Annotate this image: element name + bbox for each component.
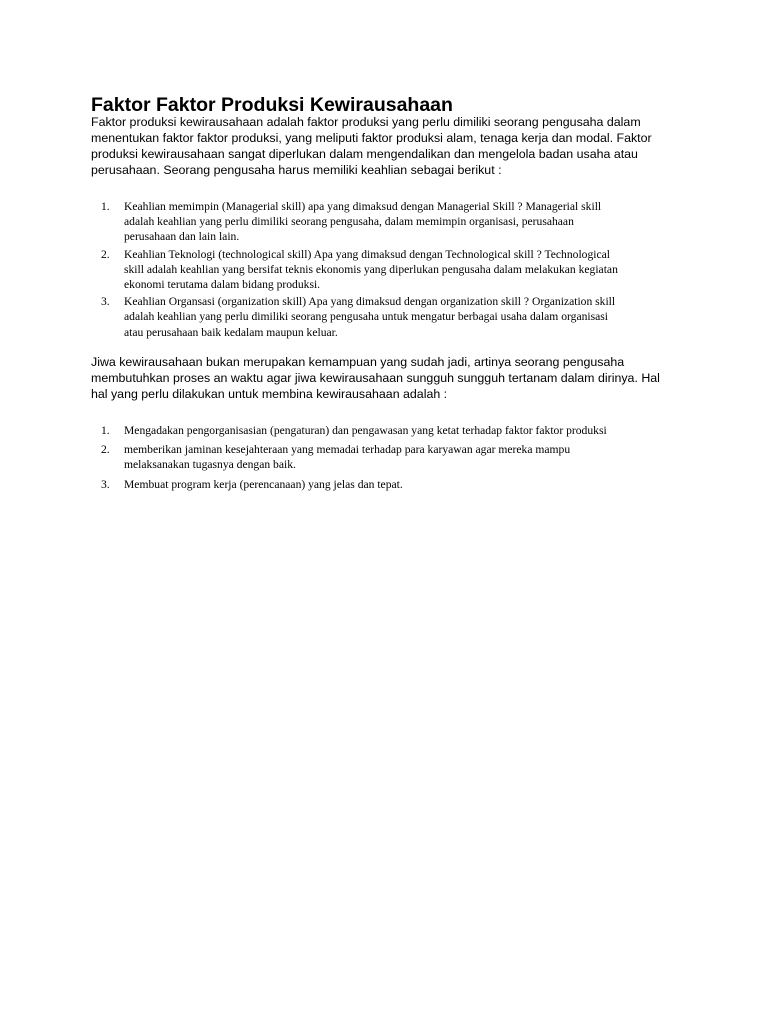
- list-item-number: 3.: [101, 477, 110, 491]
- list-item: [0, 294, 618, 340]
- list-item-text: adalah keahlian yang perlu dimiliki seorang pengusaha untuk mengatur berbagai usaha dalam organisasi: [124, 310, 608, 324]
- list-item-text: ekonomi terutama dalam bidang produksi.: [124, 278, 321, 292]
- list-item-text: Membuat program kerja (perencanaan) yang jelas dan tepat.: [124, 477, 403, 491]
- list-item-text: perusahaan dan lain lain.: [124, 230, 240, 244]
- intro-paragraph: [91, 114, 652, 178]
- list-item-number: 2.: [101, 247, 110, 261]
- list-item-number: 2.: [101, 443, 110, 457]
- middle-paragraph: [91, 354, 660, 402]
- skills-list: [0, 199, 618, 340]
- intro-line: menentukan faktor faktor produksi, yang meliputi faktor produksi alam, tenaga kerja dan modal. Faktor: [91, 131, 652, 145]
- list-item-text: Mengadakan pengorganisasian (pengaturan) dan pengawasan yang ketat terhadap faktor faktor produksi: [124, 424, 607, 437]
- list-item-number: 3.: [101, 295, 110, 309]
- list-item-text: adalah keahlian yang perlu dimiliki seorang pengusaha, dalam memimpin organisasi, perusahaan: [124, 215, 574, 229]
- list-item: [0, 199, 618, 245]
- list-item-text: memberikan jaminan kesejahteraan yang memadai terhadap para karyawan agar mereka mampu: [124, 443, 571, 457]
- list-item-text: Keahlian Organsasi (organization skill) Apa yang dimaksud dengan organization skill ? Organization skill: [124, 295, 616, 309]
- list-item-text: melaksanakan tugasnya dengan baik.: [124, 458, 296, 472]
- list-item-text: Keahlian memimpin (Managerial skill) apa yang dimaksud dengan Managerial Skill ? Managerial skill: [124, 200, 602, 213]
- intro-line: produksi kewirausahaan sangat diperlukan dalam mengendalikan dan mengelola badan usaha atau: [91, 147, 638, 161]
- intro-line: Faktor produksi kewirausahaan adalah faktor produksi yang perlu dimiliki seorang pengusaha dalam: [91, 115, 641, 129]
- list-item: [0, 423, 607, 438]
- document-title: Faktor Faktor Produksi Kewirausahaan: [91, 94, 453, 116]
- middle-line: hal yang perlu dilakukan untuk membina kewirausahaan adalah :: [91, 387, 448, 401]
- actions-list: [0, 423, 607, 492]
- list-item-text: skill adalah keahlian yang bersifat teknis ekonomis yang diperlukan pengusaha dalam melakukan kegiatan: [124, 262, 618, 276]
- middle-line: membutuhkan proses an waktu agar jiwa kewirausahaan sungguh sungguh tertanam dalam dirinya. Hal: [91, 371, 660, 385]
- intro-line: perusahaan. Seorang pengusaha harus memiliki keahlian sebagai berikut :: [91, 163, 502, 177]
- list-item-text: Keahlian Teknologi (technological skill) Apa yang dimaksud dengan Technological skill ? Technological: [124, 247, 610, 261]
- list-item-number: 1.: [101, 200, 110, 213]
- list-item-number: 1.: [101, 424, 110, 437]
- middle-line: Jiwa kewirausahaan bukan merupakan kemampuan yang sudah jadi, artinya seorang pengusaha: [91, 355, 625, 369]
- list-item: [0, 442, 607, 472]
- list-item: [0, 477, 607, 492]
- list-item-text: atau perusahaan baik kedalam maupun keluar.: [124, 325, 338, 339]
- list-item: [0, 247, 618, 293]
